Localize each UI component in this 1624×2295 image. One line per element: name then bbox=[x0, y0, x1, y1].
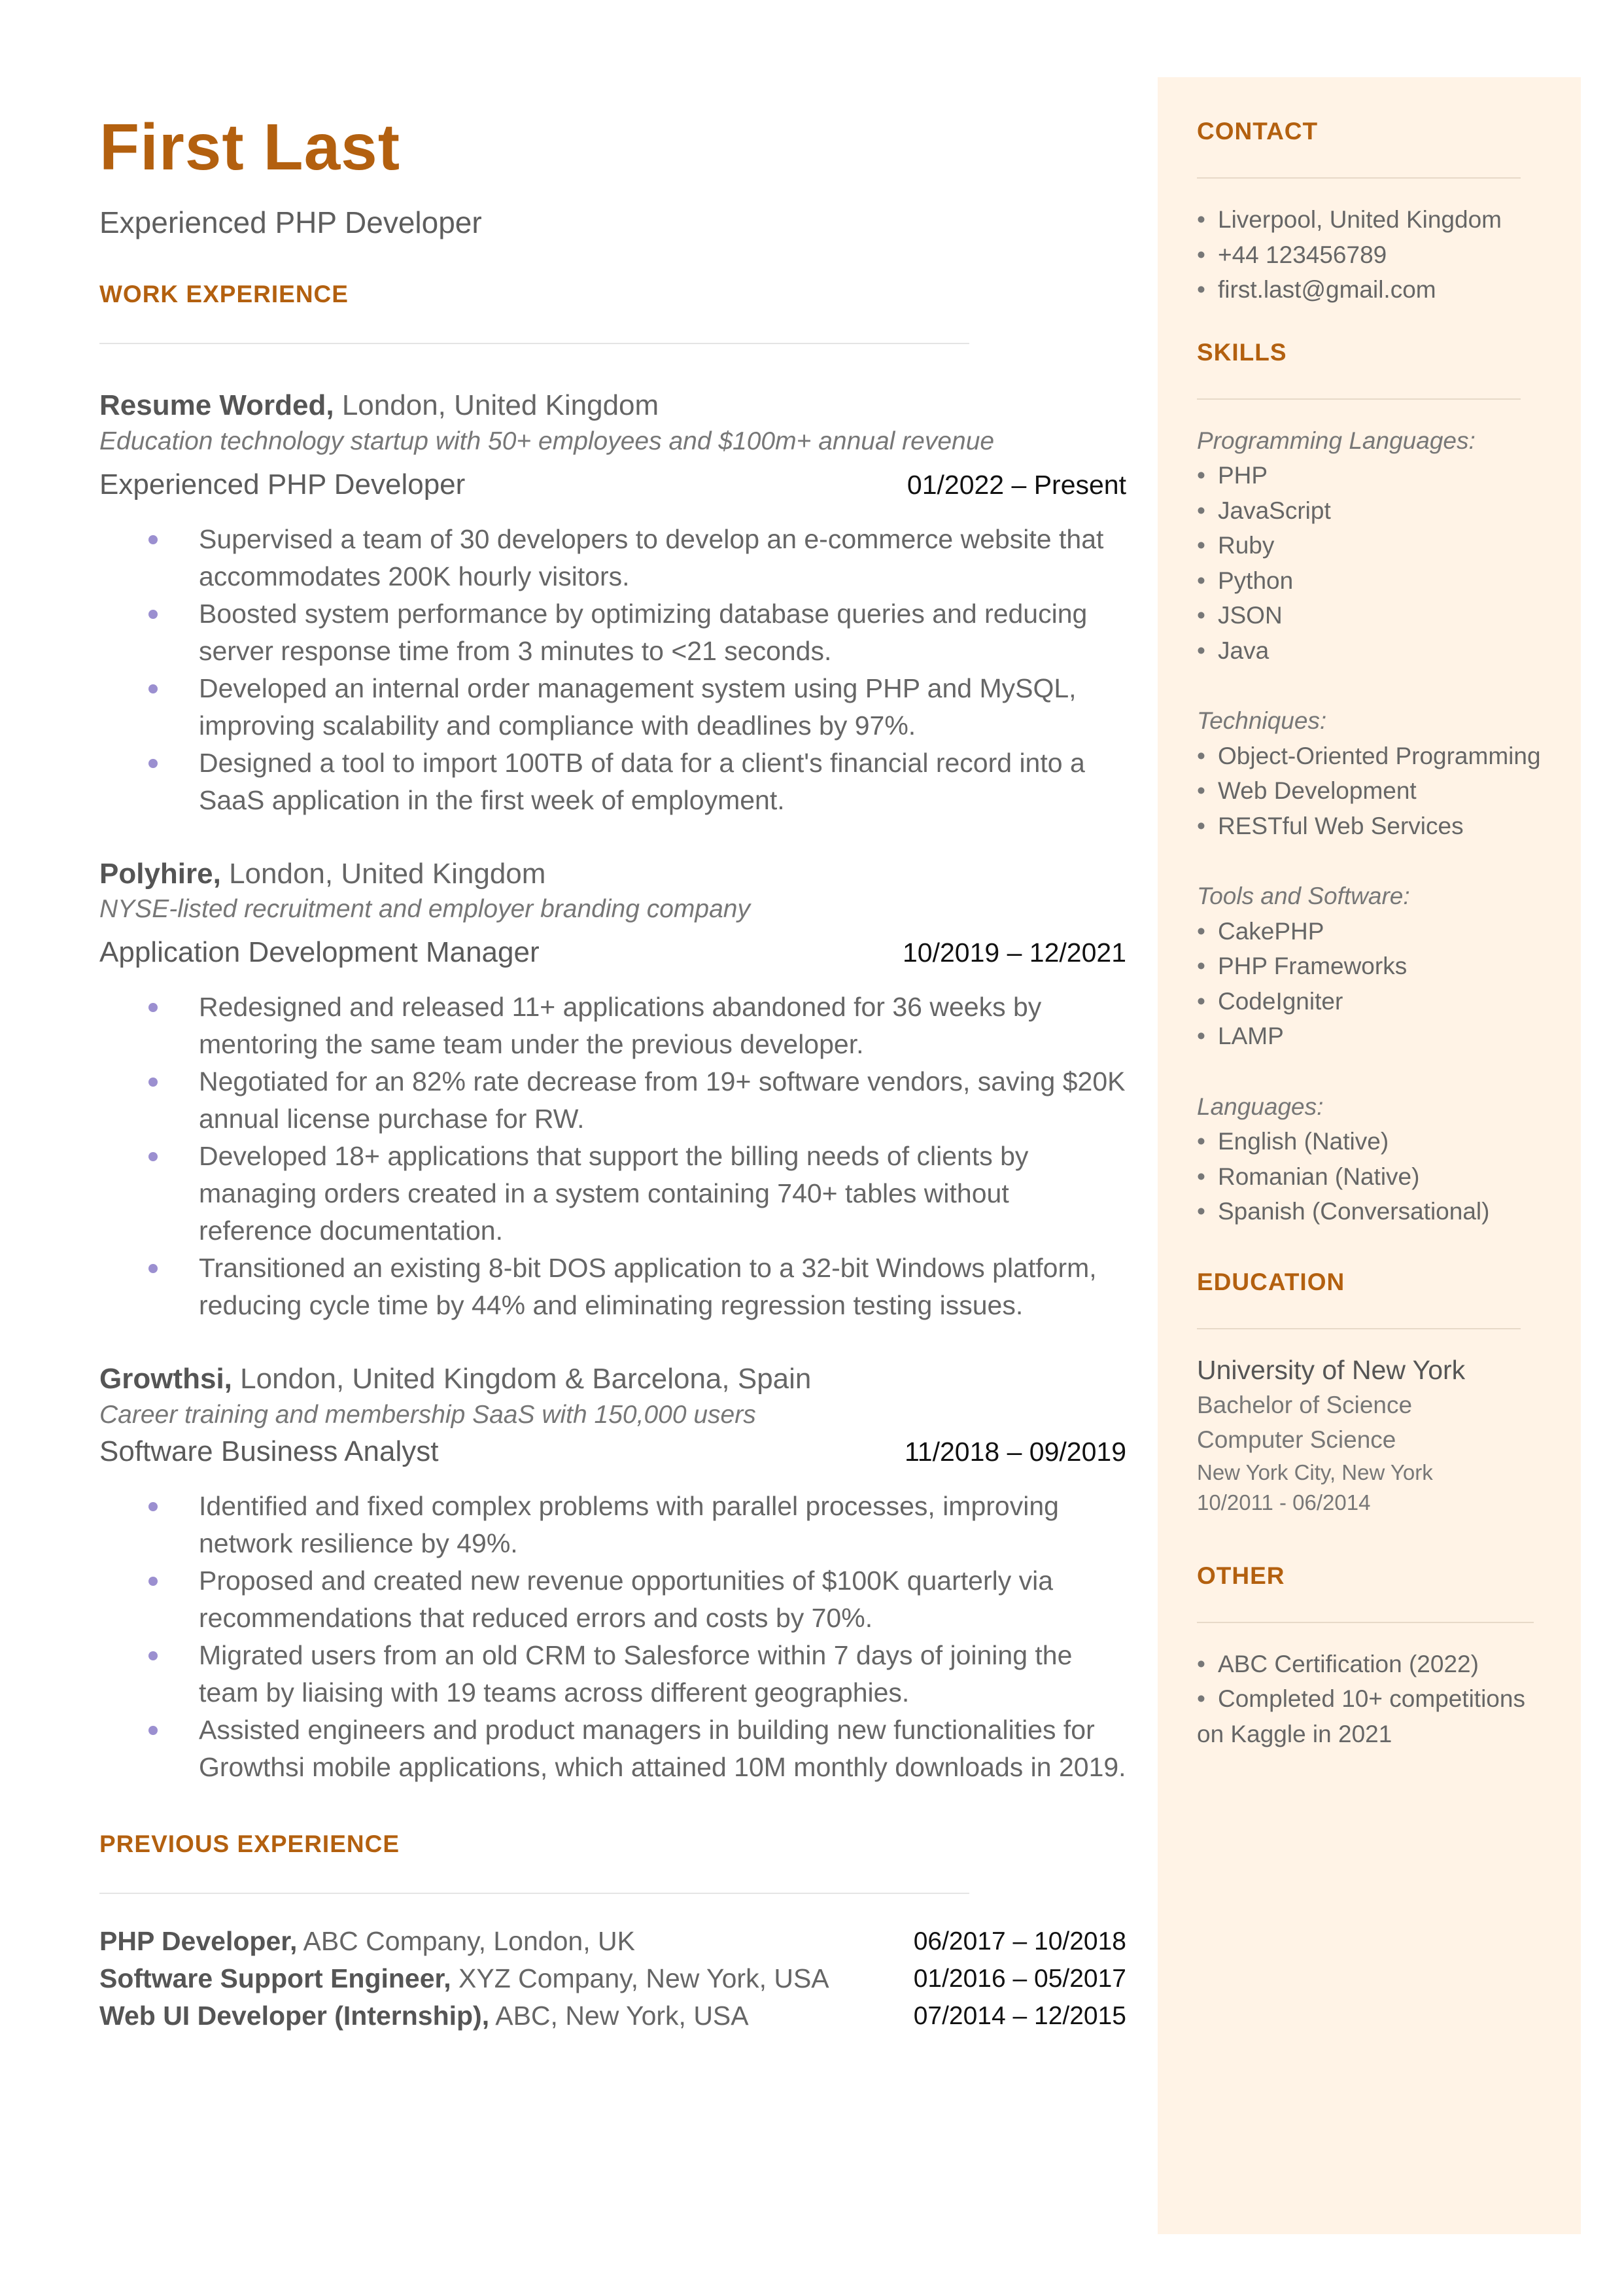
skill-item: • RESTful Web Services bbox=[1197, 812, 1464, 839]
previous-experience-list bbox=[99, 1923, 1126, 2035]
skill-list bbox=[1197, 458, 1563, 668]
education-heading: EDUCATION bbox=[1197, 1268, 1345, 1295]
job-bullets bbox=[99, 989, 1126, 1324]
bullet-item: Supervised a team of 30 developers to develop an e-commerce website that accommodates 200K hourly visitors. bbox=[199, 521, 1126, 595]
skill-item: • JavaScript bbox=[1197, 497, 1331, 524]
job-dates: 10/2019 – 12/2021 bbox=[903, 937, 1126, 968]
contact-location: • Liverpool, United Kingdom bbox=[1197, 206, 1502, 233]
job-role: Experienced PHP Developer bbox=[99, 468, 466, 500]
job-bullets bbox=[99, 521, 1126, 819]
skill-item: • CakePHP bbox=[1197, 917, 1324, 945]
company-location: London, United Kingdom & Barcelona, Spain bbox=[232, 1363, 812, 1395]
skill-category: Languages: bbox=[1197, 1093, 1324, 1120]
company-description: Career training and membership SaaS with 150,000 users bbox=[99, 1400, 756, 1429]
education-school: University of New York bbox=[1197, 1354, 1466, 1385]
bullet-item: Identified and fixed complex problems with parallel processes, improving network resilience by 49%. bbox=[199, 1488, 1126, 1562]
candidate-title: Experienced PHP Developer bbox=[99, 205, 482, 239]
education-degree: Bachelor of Science bbox=[1197, 1391, 1413, 1418]
bullet-item: Negotiated for an 82% rate decrease from 19+ software vendors, saving $20K annual license purchase for RW. bbox=[199, 1063, 1126, 1138]
sidebar bbox=[1158, 77, 1581, 2234]
role-row bbox=[99, 936, 1126, 969]
candidate-name: First Last bbox=[99, 111, 401, 184]
previous-dates: 07/2014 – 12/2015 bbox=[913, 2001, 1126, 2030]
bullet-item: Proposed and created new revenue opportunities of $100K quarterly via recommendations that reduced errors and costs by 70%. bbox=[199, 1562, 1126, 1637]
company-name: Resume Worded, bbox=[99, 389, 334, 421]
other-item-continuation: on Kaggle in 2021 bbox=[1197, 1720, 1392, 1747]
company-name: Polyhire, bbox=[99, 857, 221, 890]
bullet-item: Developed an internal order management system using PHP and MySQL, improving scalability and compliance with deadlines by 97%. bbox=[199, 670, 1126, 745]
previous-experience-heading: PREVIOUS EXPERIENCE bbox=[99, 1830, 400, 1857]
previous-role: PHP Developer, bbox=[99, 1925, 298, 1956]
other-item: • ABC Certification (2022) bbox=[1197, 1650, 1479, 1677]
previous-dates: 06/2017 – 10/2018 bbox=[913, 1927, 1126, 1955]
job-entry bbox=[99, 857, 1126, 1325]
job-role: Software Business Analyst bbox=[99, 1435, 439, 1467]
previous-role: Web UI Developer (Internship), bbox=[99, 2000, 490, 2031]
section-divider bbox=[1197, 398, 1521, 400]
job-dates: 11/2018 – 09/2019 bbox=[905, 1436, 1126, 1467]
education-location: New York City, New York bbox=[1197, 1460, 1433, 1484]
role-row bbox=[99, 1435, 1126, 1468]
previous-company: ABC, New York, USA bbox=[489, 2000, 749, 2031]
bullet-item: Redesigned and released 11+ applications abandoned for 36 weeks by mentoring the same team under the previous developer. bbox=[199, 989, 1126, 1063]
previous-row bbox=[99, 1997, 1126, 2035]
bullet-item: Transitioned an existing 8-bit DOS application to a 32-bit Windows platform, reducing cycle time by 44% and eliminating regression testing issues. bbox=[199, 1250, 1126, 1324]
company-line bbox=[99, 389, 1126, 423]
previous-role: Software Support Engineer, bbox=[99, 1963, 451, 1993]
role-row bbox=[99, 468, 1126, 501]
bullet-item: Boosted system performance by optimizing database queries and reducing server response time from 3 minutes to <21 seconds. bbox=[199, 595, 1126, 670]
skill-item: • PHP Frameworks bbox=[1197, 953, 1408, 979]
company-line bbox=[99, 1362, 1126, 1397]
job-entry bbox=[99, 1362, 1126, 1786]
company-description: Education technology startup with 50+ employees and $100m+ annual revenue bbox=[99, 427, 995, 455]
work-experience-heading: WORK EXPERIENCE bbox=[99, 281, 349, 307]
other-item: • Completed 10+ competitions bbox=[1197, 1685, 1525, 1713]
company-location: London, United Kingdom bbox=[334, 389, 659, 421]
company-line bbox=[99, 857, 1126, 892]
skill-category: Tools and Software: bbox=[1197, 883, 1410, 909]
section-divider bbox=[1197, 177, 1521, 179]
company-name: Growthsi, bbox=[99, 1363, 232, 1395]
skill-category: Techniques: bbox=[1197, 707, 1327, 734]
job-dates: 01/2022 – Present bbox=[907, 469, 1126, 500]
skill-item: • Romanian (Native) bbox=[1197, 1163, 1420, 1190]
main-column bbox=[99, 111, 1126, 2035]
skill-list bbox=[1197, 1124, 1563, 1229]
contact-email[interactable]: • first.last@gmail.com bbox=[1197, 276, 1436, 303]
section-divider bbox=[1197, 1622, 1534, 1623]
skill-item: • Spanish (Conversational) bbox=[1197, 1198, 1490, 1225]
skill-item: • Ruby bbox=[1197, 532, 1275, 559]
previous-company: ABC Company, London, UK bbox=[297, 1925, 635, 1956]
job-bullets bbox=[99, 1488, 1126, 1786]
bullet-item: Assisted engineers and product managers in building new functionalities for Growthsi mobile applications, which attained 10M monthly downloads in 2019. bbox=[199, 1711, 1126, 1786]
skill-item: • Object-Oriented Programming bbox=[1197, 742, 1541, 769]
skill-item: • Java bbox=[1197, 637, 1270, 664]
company-location: London, United Kingdom bbox=[220, 857, 546, 890]
education-field: Computer Science bbox=[1197, 1426, 1396, 1454]
contact-phone: • +44 123456789 bbox=[1197, 241, 1387, 268]
skills-heading: SKILLS bbox=[1197, 338, 1287, 366]
company-description: NYSE-listed recruitment and employer branding company bbox=[99, 895, 750, 924]
skill-item: • CodeIgniter bbox=[1197, 987, 1343, 1015]
previous-company: XYZ Company, New York, USA bbox=[451, 1963, 829, 1993]
skill-item: • Web Development bbox=[1197, 777, 1417, 804]
section-divider bbox=[99, 1893, 969, 1894]
bullet-item: Developed 18+ applications that support the billing needs of clients by managing orders created in a system containing 740+ tables without reference documentation. bbox=[199, 1138, 1126, 1250]
job-role: Application Development Manager bbox=[99, 936, 540, 969]
skill-item: • English (Native) bbox=[1197, 1128, 1389, 1155]
previous-row bbox=[99, 1923, 1126, 1960]
bullet-item: Designed a tool to import 100TB of data for a client's financial record into a SaaS application in the first week of employment. bbox=[199, 745, 1126, 819]
section-divider bbox=[1197, 1328, 1521, 1329]
skill-item: • LAMP bbox=[1197, 1023, 1284, 1049]
skill-category: Programming Languages: bbox=[1197, 427, 1476, 454]
previous-row bbox=[99, 1960, 1126, 1997]
sidebar-content bbox=[1197, 77, 1563, 1751]
skill-item: • PHP bbox=[1197, 462, 1268, 489]
skill-list bbox=[1197, 739, 1563, 844]
other-list bbox=[1197, 1647, 1563, 1752]
skill-item: • JSON bbox=[1197, 602, 1283, 629]
skill-item: • Python bbox=[1197, 567, 1294, 594]
other-heading: OTHER bbox=[1197, 1562, 1285, 1589]
contact-heading: CONTACT bbox=[1197, 118, 1319, 145]
bullet-item: Migrated users from an old CRM to Salesforce within 7 days of joining the team by liaising with 19 teams across different geographies. bbox=[199, 1637, 1126, 1711]
previous-dates: 01/2016 – 05/2017 bbox=[913, 1964, 1126, 1993]
job-entry bbox=[99, 389, 1126, 819]
education-entry bbox=[1197, 1353, 1563, 1518]
education-dates: 10/2011 - 06/2014 bbox=[1197, 1490, 1371, 1515]
skill-list bbox=[1197, 914, 1563, 1054]
contact-list bbox=[1197, 202, 1563, 307]
section-divider bbox=[99, 343, 969, 344]
